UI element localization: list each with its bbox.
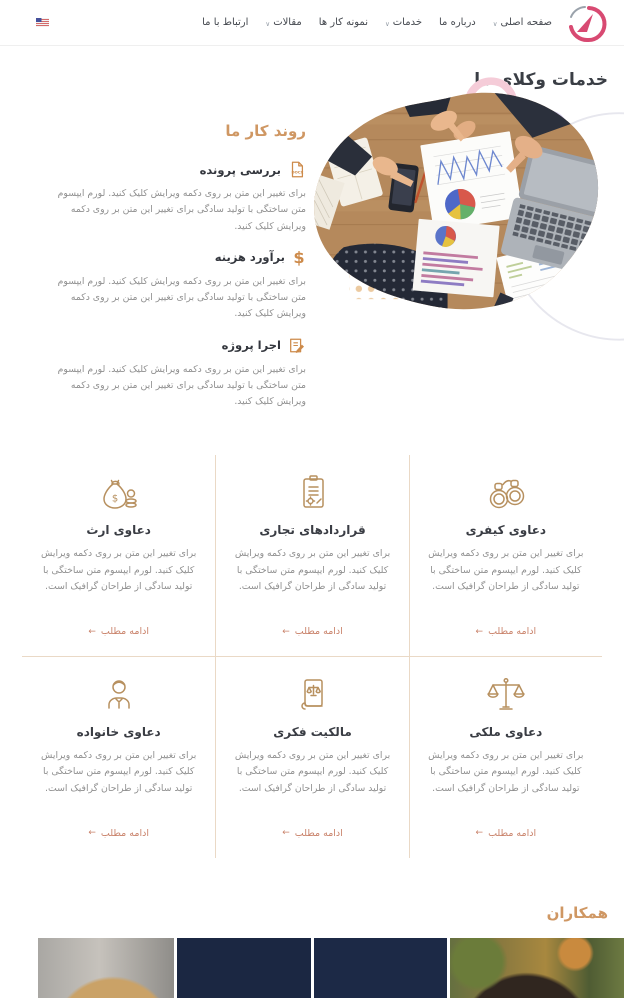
card-icon-wrap xyxy=(34,470,203,516)
work-process-item-text: برای تغییر این متن بر روی دکمه ویرایش کلیک کنید. لورم ایپسوم متن ساختگی با تولید سادگی برای تغییر این متن بر روی دکمه ویرایش کلیک کنید. xyxy=(57,188,306,232)
read-more-label: ادامه مطلب xyxy=(294,827,343,839)
us-flag-icon xyxy=(36,18,49,27)
work-process-item-title: بررسی پرونده xyxy=(199,162,281,177)
nav-item-home[interactable] xyxy=(493,17,552,28)
contract-icon xyxy=(290,470,336,516)
card-icon-wrap xyxy=(422,470,590,516)
service-card-commercial-contracts xyxy=(215,455,408,657)
docx-file-icon xyxy=(288,160,306,179)
card-icon-wrap xyxy=(228,672,396,718)
site-logo[interactable] xyxy=(564,4,604,42)
main-nav xyxy=(202,17,552,28)
service-card-title: دعاوی ارث xyxy=(86,523,151,538)
page-title: خدمات وکلای ما xyxy=(474,70,608,90)
service-card-text: برای تغییر این متن بر روی دکمه ویرایش کلیک کنید. لورم ایپسوم متن ساختگی با تولید سادگی از طراحان گرافیک است. xyxy=(428,548,584,592)
left-arrow-icon: ← xyxy=(282,828,290,839)
service-card-text: برای تغییر این متن بر روی دکمه ویرایش کلیک کنید. لورم ایپسوم متن ساختگی با تولید سادگی از طراحان گرافیک است. xyxy=(41,750,197,794)
service-card-criminal xyxy=(409,455,602,657)
service-card-title: دعاوی ملکی xyxy=(469,725,543,740)
work-process-item-text: برای تغییر این متن بر روی دکمه ویرایش کلیک کنید. لورم ایپسوم متن ساختگی با تولید سادگی برای تغییر این متن بر روی دکمه ویرایش کلیک کنید. xyxy=(57,363,306,408)
service-card-text: برای تغییر این متن بر روی دکمه ویرایش کلیک کنید. لورم ایپسوم متن ساختگی با تولید سادگی از طراحان گرافیک است. xyxy=(428,750,584,794)
nav-label: ارتباط با ما xyxy=(202,17,249,28)
work-process-item-head xyxy=(16,248,306,267)
read-more-link[interactable] xyxy=(476,626,537,637)
dollar-icon xyxy=(292,248,306,267)
svg-text:DOCX: DOCX xyxy=(291,170,304,175)
nav-label: مقالات xyxy=(273,17,302,28)
left-arrow-icon: ← xyxy=(282,626,290,637)
law-book-icon xyxy=(290,672,336,718)
work-process-section xyxy=(16,94,608,423)
service-card-text: برای تغییر این متن بر روی دکمه ویرایش کلیک کنید. لورم ایپسوم متن ساختگی با تولید سادگی از طراحان گرافیک است. xyxy=(41,548,197,592)
read-more-label: ادامه مطلب xyxy=(488,827,537,839)
work-process-text xyxy=(16,94,306,423)
chevron-down-icon: ∨ xyxy=(265,19,271,28)
work-process-item-head xyxy=(16,160,306,179)
work-process-heading: روند کار ما xyxy=(225,122,306,140)
work-process-item-title: اجرا پروژه xyxy=(221,338,281,353)
left-arrow-icon: ← xyxy=(475,626,484,637)
nav-label: نمونه کار ها xyxy=(318,17,368,28)
team-strip xyxy=(0,938,624,998)
service-card-inheritance xyxy=(22,455,215,657)
work-process-item-text: برای تغییر این متن بر روی دکمه ویرایش کلیک کنید. لورم ایپسوم متن ساختگی با تولید سادگی برای تغییر این متن بر روی دکمه ویرایش کلیک کنید. xyxy=(57,275,306,320)
money-bag-icon xyxy=(96,470,142,516)
work-process-item-title: برآورد هزینه xyxy=(214,250,285,265)
left-arrow-icon: ← xyxy=(88,828,96,839)
team-member-card xyxy=(177,938,311,998)
scales-icon xyxy=(483,672,529,718)
read-more-link[interactable] xyxy=(88,828,149,839)
svg-text:$: $ xyxy=(111,493,118,505)
service-card-property xyxy=(409,657,602,858)
read-more-link[interactable] xyxy=(282,626,343,637)
service-card-title: قراردادهای تجاری xyxy=(259,523,366,538)
card-icon-wrap xyxy=(422,672,590,718)
service-card-title: دعاوی خانواده xyxy=(76,725,161,740)
left-arrow-icon: ← xyxy=(88,626,96,637)
team-member-photo xyxy=(38,938,174,998)
read-more-label: ادامه مطلب xyxy=(488,626,537,638)
sign-document-icon xyxy=(288,336,306,355)
work-process-item-project-execution xyxy=(16,336,306,411)
svg-text:$: $ xyxy=(293,247,305,267)
service-card-title: دعاوی کیفری xyxy=(465,523,547,538)
services-grid xyxy=(16,455,608,858)
card-icon-wrap xyxy=(228,470,396,516)
chevron-down-icon: ∨ xyxy=(492,19,498,28)
read-more-link[interactable] xyxy=(476,828,537,839)
nav-item-about[interactable] xyxy=(439,17,476,28)
service-card-text: برای تغییر این متن بر روی دکمه ویرایش کلیک کنید. لورم ایپسوم متن ساختگی با تولید سادگی از طراحان گرافیک است. xyxy=(234,750,391,794)
handcuffs-icon xyxy=(483,470,529,516)
service-card-text: برای تغییر این متن بر روی دکمه ویرایش کلیک کنید. لورم ایپسوم متن ساختگی با تولید سادگی از طراحان گرافیک است. xyxy=(234,548,391,592)
chevron-down-icon: ∨ xyxy=(384,19,390,28)
nav-label: صفحه اصلی xyxy=(500,17,552,28)
language-switcher[interactable] xyxy=(36,18,49,27)
service-card-title: مالکیت فکری xyxy=(273,725,352,740)
read-more-label: ادامه مطلب xyxy=(294,626,343,638)
work-process-item-head xyxy=(16,336,306,355)
main-content xyxy=(0,70,624,858)
work-process-item-cost-estimate xyxy=(16,248,306,323)
work-process-image xyxy=(306,88,608,423)
card-icon-wrap xyxy=(34,672,203,718)
nav-item-contact[interactable] xyxy=(202,17,248,28)
nav-item-articles[interactable] xyxy=(265,17,301,28)
left-arrow-icon: ← xyxy=(475,828,484,839)
work-process-item-case-review xyxy=(16,160,306,235)
read-more-link[interactable] xyxy=(88,626,149,637)
nav-label: خدمات xyxy=(392,17,422,28)
logo-swoosh-icon xyxy=(564,4,604,42)
desk-photo-illustration xyxy=(306,88,608,314)
nav-label: درباره ما xyxy=(439,17,476,28)
read-more-link[interactable] xyxy=(282,828,343,839)
team-member-photo xyxy=(450,938,624,998)
service-card-family xyxy=(22,657,215,858)
header-right-group xyxy=(202,4,604,42)
nav-item-portfolio[interactable] xyxy=(319,17,368,28)
read-more-label: ادامه مطلب xyxy=(100,626,149,638)
team-member-card xyxy=(314,938,447,998)
person-icon xyxy=(96,672,142,718)
service-card-intellectual-property xyxy=(215,657,408,858)
read-more-label: ادامه مطلب xyxy=(100,827,149,839)
nav-item-services[interactable] xyxy=(385,17,422,28)
site-header xyxy=(0,0,624,46)
partners-heading: همکاران xyxy=(546,903,608,922)
